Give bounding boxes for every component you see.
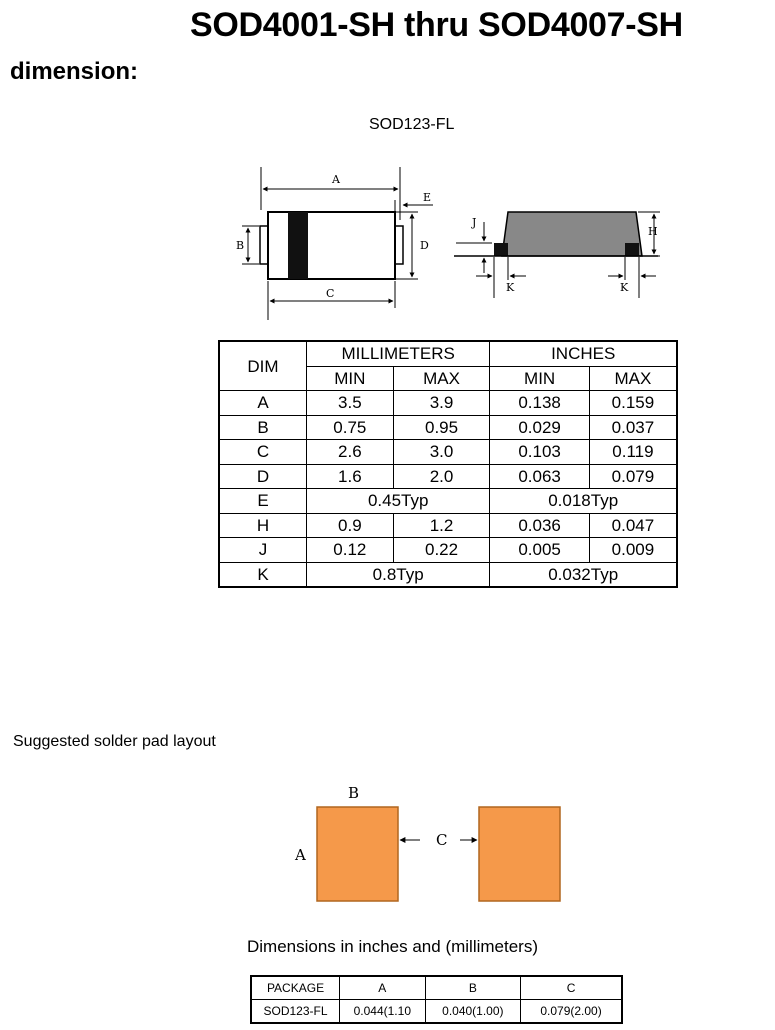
dimensions-note: Dimensions in inches and (millimeters) (247, 937, 538, 956)
header-dim: DIM (219, 341, 307, 391)
cell-b: 0.040(1.00) (425, 1000, 520, 1024)
cell-mm-min: 2.6 (307, 440, 394, 465)
package-outline-drawing (228, 160, 668, 325)
pad-label-a: A (295, 846, 306, 864)
cell-package: SOD123-FL (251, 1000, 340, 1024)
cell-mm-min: 1.6 (307, 464, 394, 489)
pad-dimension-table (250, 975, 623, 1024)
cell-dim: K (219, 562, 307, 587)
cell-mm-max: 0.95 (393, 415, 490, 440)
cell-mm-max: 0.22 (393, 538, 490, 563)
dim-label-c: C (326, 287, 335, 300)
cell-dim: B (219, 415, 307, 440)
table-row (219, 415, 677, 440)
cell-mm-max: 2.0 (393, 464, 490, 489)
cell-mm-min: 3.5 (307, 391, 394, 416)
cell-in-min: 0.063 (490, 464, 589, 489)
cell-dim: E (219, 489, 307, 514)
header-in-max: MAX (589, 366, 677, 391)
table-header-row (219, 341, 677, 366)
solder-pad-right (479, 807, 560, 901)
header-package: PACKAGE (251, 976, 340, 1000)
dim-label-j: J (472, 216, 477, 229)
page-title: SOD4001-SH thru SOD4007-SH (190, 6, 683, 44)
top-view (242, 167, 433, 320)
solder-pad-heading: Suggested solder pad layout (13, 733, 216, 750)
table-row (219, 489, 677, 514)
cell-in-min: 0.138 (490, 391, 589, 416)
side-view (454, 212, 660, 298)
cell-in-min: 0.029 (490, 415, 589, 440)
right-lead (395, 226, 403, 264)
cell-in-max: 0.159 (589, 391, 677, 416)
cell-in-min: 0.005 (490, 538, 589, 563)
body-outline (268, 212, 395, 279)
table-row (219, 464, 677, 489)
header-b: B (425, 976, 520, 1000)
cell-mm-max: 3.0 (393, 440, 490, 465)
header-mm-max: MAX (393, 366, 490, 391)
cell-in-max: 0.009 (589, 538, 677, 563)
pad-label-b: B (348, 784, 360, 802)
cell-dim: A (219, 391, 307, 416)
dim-label-b: B (236, 239, 245, 252)
dim-label-a: A (332, 173, 340, 186)
cell-in-max: 0.047 (589, 513, 677, 538)
dim-label-k-right: K (620, 281, 629, 294)
side-body (502, 212, 642, 256)
header-inches: INCHES (490, 341, 677, 366)
cell-dim: C (219, 440, 307, 465)
table-row (219, 562, 677, 587)
header-in-min: MIN (490, 366, 589, 391)
cathode-band (288, 212, 308, 279)
cell-mm-min: 0.12 (307, 538, 394, 563)
package-label: SOD123-FL (369, 116, 455, 133)
cell-mm-typ: 0.8Typ (307, 562, 490, 587)
section-heading-dimension: dimension: (10, 58, 139, 85)
cell-a: 0.044(1.10 (340, 1000, 426, 1024)
table-row (219, 391, 677, 416)
dim-label-d: D (420, 239, 429, 252)
table-row (219, 513, 677, 538)
dim-label-h: H (648, 225, 658, 238)
cell-c: 0.079(2.00) (521, 1000, 622, 1024)
dimension-table (218, 340, 678, 588)
side-lead-left (494, 243, 508, 256)
cell-dim: H (219, 513, 307, 538)
table-header-row (251, 976, 622, 1000)
cell-mm-typ: 0.45Typ (307, 489, 490, 514)
table-row (219, 538, 677, 563)
header-millimeters: MILLIMETERS (307, 341, 490, 366)
cell-in-min: 0.036 (490, 513, 589, 538)
pad-label-c: C (436, 831, 448, 849)
side-lead-right (625, 243, 639, 256)
header-mm-min: MIN (307, 366, 394, 391)
table-row (219, 440, 677, 465)
header-c: C (521, 976, 622, 1000)
header-a: A (340, 976, 426, 1000)
solder-pad-drawing (290, 780, 580, 905)
dim-label-k-left: K (506, 281, 515, 294)
cell-dim: D (219, 464, 307, 489)
dim-label-e: E (423, 191, 432, 204)
cell-mm-min: 0.75 (307, 415, 394, 440)
table-row (251, 1000, 622, 1024)
left-lead (260, 226, 268, 264)
solder-pad-left (317, 807, 398, 901)
cell-in-max: 0.037 (589, 415, 677, 440)
cell-mm-max: 3.9 (393, 391, 490, 416)
cell-in-max: 0.119 (589, 440, 677, 465)
cell-mm-min: 0.9 (307, 513, 394, 538)
cell-in-typ: 0.018Typ (490, 489, 677, 514)
cell-in-max: 0.079 (589, 464, 677, 489)
cell-dim: J (219, 538, 307, 563)
cell-in-typ: 0.032Typ (490, 562, 677, 587)
cell-mm-max: 1.2 (393, 513, 490, 538)
cell-in-min: 0.103 (490, 440, 589, 465)
